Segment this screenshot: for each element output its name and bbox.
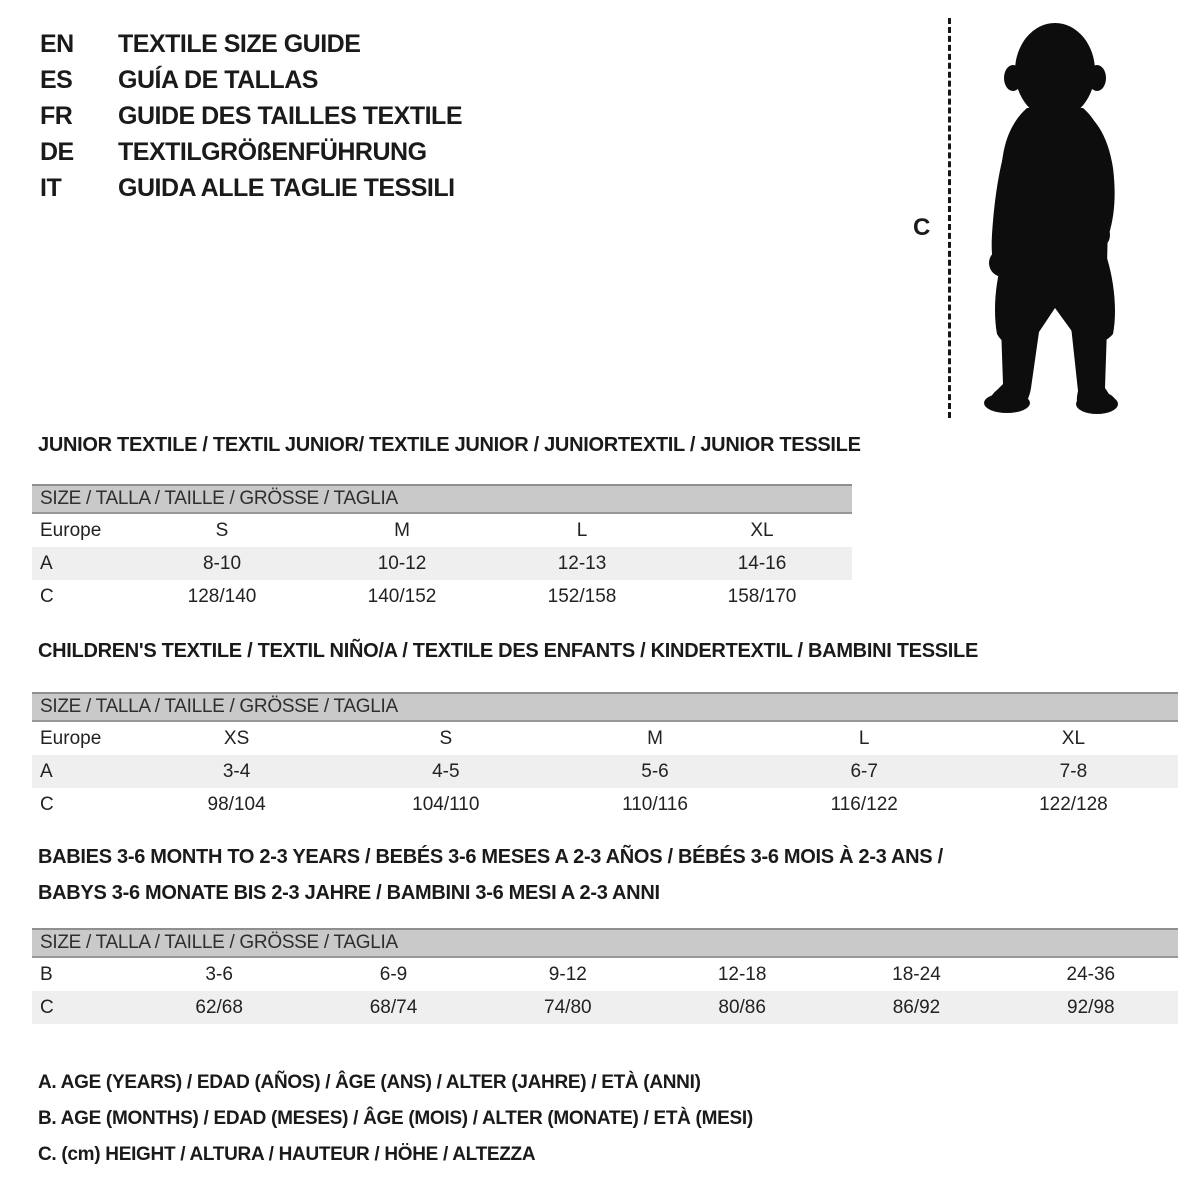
cell: 14-16 [737, 552, 787, 574]
junior-section-title: JUNIOR TEXTILE / TEXTIL JUNIOR/ TEXTILE JUNIOR / JUNIORTEXTIL / JUNIOR TESSILE [38, 434, 861, 456]
language-code: FR [40, 101, 73, 130]
table-row [32, 514, 852, 547]
cell: 18-24 [892, 963, 941, 985]
babies-size-table [32, 928, 1178, 1024]
language-row-en [40, 26, 462, 62]
cell: 140/152 [367, 585, 437, 607]
babies-size-header: SIZE / TALLA / TAILLE / GRÖSSE / TAGLIA [32, 928, 1178, 958]
language-row-fr [40, 98, 462, 134]
cell: 68/74 [369, 996, 418, 1018]
guide-title-it: GUIDA ALLE TAGLIE TESSILI [118, 173, 455, 202]
cell: 9-12 [548, 963, 587, 985]
children-size-table [32, 692, 1178, 821]
row-label: Europe [40, 727, 102, 749]
toddler-silhouette-icon [967, 16, 1142, 421]
row-label: C [40, 793, 54, 815]
table-row [32, 788, 1178, 821]
table-row [32, 958, 1178, 991]
cell: 158/170 [727, 585, 797, 607]
cell: 104/110 [412, 793, 480, 815]
cell: S [439, 727, 453, 749]
language-code: IT [40, 173, 62, 202]
cell: 128/140 [187, 585, 257, 607]
cell: M [394, 519, 410, 541]
language-header [40, 26, 462, 206]
row-label: C [40, 996, 54, 1018]
junior-size-table [32, 484, 852, 613]
cell: 86/92 [892, 996, 941, 1018]
children-section-title: CHILDREN'S TEXTILE / TEXTIL NIÑO/A / TEXTILE DES ENFANTS / KINDERTEXTIL / BAMBINI TESSILE [38, 640, 978, 662]
height-measure-figure [905, 10, 1160, 425]
language-row-de [40, 134, 462, 170]
height-dashed-line [948, 18, 951, 418]
cell: 62/68 [195, 996, 243, 1018]
table-row [32, 580, 852, 613]
cell: 7-8 [1059, 760, 1088, 782]
footnote-age-months: B. AGE (MONTHS) / EDAD (MESES) / ÂGE (MOIS) / ALTER (MONATE) / ETÀ (MESI) [38, 1108, 753, 1129]
language-code: EN [40, 29, 74, 58]
cell: M [647, 727, 663, 749]
row-label: B [40, 963, 53, 985]
footnote-age-years: A. AGE (YEARS) / EDAD (AÑOS) / ÂGE (ANS) / ALTER (JAHRE) / ETÀ (ANNI) [38, 1072, 701, 1093]
guide-title-fr: GUIDE DES TAILLES TEXTILE [118, 101, 463, 130]
row-label: C [40, 585, 54, 607]
cell: 116/122 [830, 793, 898, 815]
guide-title-en: TEXTILE SIZE GUIDE [118, 29, 361, 58]
language-code: DE [40, 137, 74, 166]
cell: 92/98 [1067, 996, 1115, 1018]
language-row-it [40, 170, 462, 206]
cell: 3-4 [222, 760, 251, 782]
cell: XS [223, 727, 250, 749]
cell: 3-6 [205, 963, 233, 985]
cell: 152/158 [547, 585, 617, 607]
babies-section-title-line2: BABYS 3-6 MONATE BIS 2-3 JAHRE / BAMBINI 3-6 MESI A 2-3 ANNI [38, 882, 660, 904]
cell: 110/116 [622, 793, 688, 815]
cell: 80/86 [718, 996, 766, 1018]
table-row [32, 722, 1178, 755]
cell: L [576, 519, 588, 541]
children-size-header: SIZE / TALLA / TAILLE / GRÖSSE / TAGLIA [32, 692, 1178, 722]
cell: 74/80 [544, 996, 592, 1018]
row-label: A [40, 760, 53, 782]
babies-section-title-line1: BABIES 3-6 MONTH TO 2-3 YEARS / BEBÉS 3-6 MESES A 2-3 AÑOS / BÉBÉS 3-6 MOIS À 2-3 ANS / [38, 846, 943, 868]
cell: 6-9 [379, 963, 408, 985]
table-row [32, 991, 1178, 1024]
cell: 10-12 [377, 552, 427, 574]
table-row [32, 755, 1178, 788]
cell: 5-6 [641, 760, 669, 782]
footnote-height-cm: C. (cm) HEIGHT / ALTURA / HAUTEUR / HÖHE / ALTEZZA [38, 1144, 536, 1165]
cell: S [215, 519, 229, 541]
height-measure-label: C [913, 214, 931, 241]
cell: XL [1061, 727, 1086, 749]
cell: 12-18 [717, 963, 767, 985]
cell: 122/128 [1039, 793, 1108, 815]
row-label: Europe [40, 519, 102, 541]
guide-title-de: TEXTILGRÖßENFÜHRUNG [118, 137, 427, 166]
cell: 98/104 [207, 793, 266, 815]
cell: XL [750, 519, 774, 541]
cell: 6-7 [850, 760, 878, 782]
row-label: A [40, 552, 53, 574]
guide-title-es: GUÍA DE TALLAS [118, 65, 318, 94]
cell: 24-36 [1066, 963, 1116, 985]
cell: 12-13 [557, 552, 607, 574]
language-row-es [40, 62, 462, 98]
table-row [32, 547, 852, 580]
language-code: ES [40, 65, 73, 94]
junior-size-header: SIZE / TALLA / TAILLE / GRÖSSE / TAGLIA [32, 484, 852, 514]
cell: 8-10 [202, 552, 242, 574]
cell: 4-5 [432, 760, 460, 782]
cell: L [858, 727, 870, 749]
